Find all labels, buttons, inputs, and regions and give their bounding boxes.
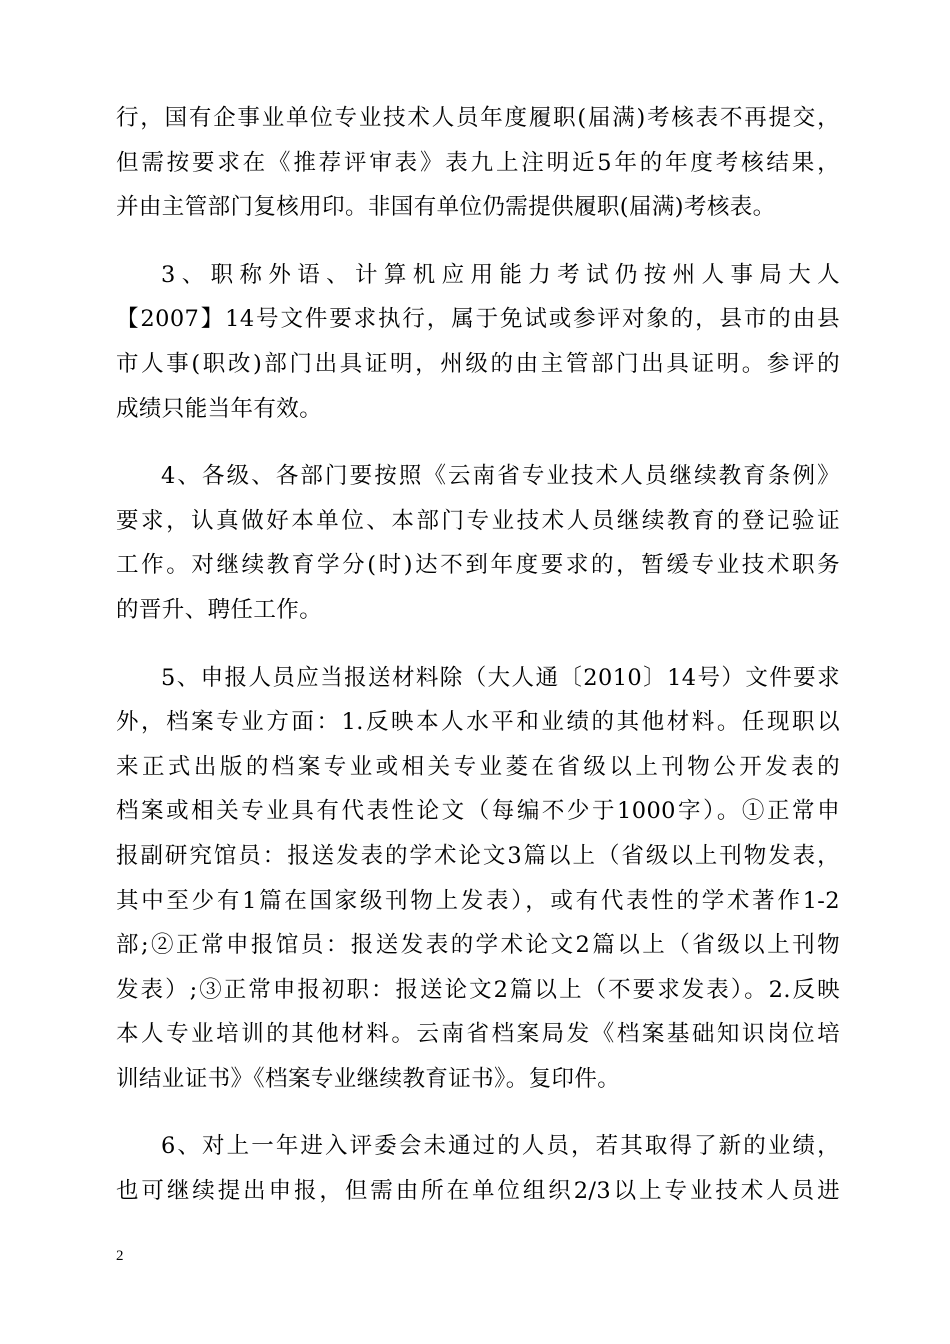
text-line: 工作。对继续教育学分(时)达不到年度要求的，暂缓专业技术职务: [116, 552, 840, 579]
text-line: 外，档案专业方面：1.反映本人水平和业绩的其他材料。任现职以: [116, 709, 840, 736]
paragraph-1: [116, 96, 840, 230]
text-line: 行，国有企事业单位专业技术人员年度履职(届满)考核表不再提交，: [116, 105, 840, 131]
text-line: 5、申报人员应当报送材料除（大人通〔2010〕14号）文件要求: [161, 664, 840, 691]
text-line: 训结业证书》《档案专业继续教育证书》。复印件。: [116, 1065, 621, 1092]
text-line: 部;②正常申报馆员：报送发表的学术论文2篇以上（省级以上刊物: [116, 932, 840, 959]
text-line: 3、职称外语、计算机应用能力考试仍按州人事局大人: [161, 261, 840, 288]
text-line: 【2007】14号文件要求执行，属于免试或参评对象的，县市的由县: [116, 306, 840, 333]
text-line: 市人事(职改)部门出具证明，州级的由主管部门出具证明。参评的: [116, 350, 840, 377]
text-line: 发表）;③正常申报初职：报送论文2篇以上（不要求发表）。2.反映: [116, 976, 840, 1003]
paragraph-4: [116, 656, 840, 1102]
text-line: 但需按要求在《推荐评审表》表九上注明近5年的年度考核结果，: [116, 149, 840, 176]
text-line: 报副研究馆员：报送发表的学术论文3篇以上（省级以上刊物发表，: [116, 842, 840, 869]
paragraph-5: [116, 1124, 840, 1213]
text-line: 并由主管部门复核用印。非国有单位仍需提供履职(届满)考核表。: [116, 194, 776, 221]
text-line: 要求，认真做好本单位、本部门专业技术人员继续教育的登记验证: [116, 507, 840, 534]
page-number: 2: [116, 1248, 124, 1264]
paragraph-2: [116, 253, 840, 431]
document-body: [116, 96, 840, 1237]
text-line: 6、对上一年进入评委会未通过的人员，若其取得了新的业绩，: [161, 1133, 840, 1160]
paragraph-3: [116, 454, 840, 632]
text-line: 其中至少有1篇在国家级刊物上发表），或有代表性的学术著作1-2: [116, 887, 840, 914]
text-line: 来正式出版的档案专业或相关专业菱在省级以上刊物公开发表的: [116, 753, 840, 780]
text-line: 档案或相关专业具有代表性论文（每编不少于1000字）。①正常申: [116, 798, 840, 825]
text-line: 的晋升、聘任工作。: [116, 596, 323, 623]
text-line: 本人专业培训的其他材料。云南省档案局发《档案基础知识岗位培: [116, 1021, 840, 1048]
text-line: 成绩只能当年有效。: [116, 395, 323, 422]
text-line: 4、各级、各部门要按照《云南省专业技术人员继续教育条例》: [161, 463, 840, 490]
text-line: 也可继续提出申报，但需由所在单位组织2/3以上专业技术人员进: [116, 1178, 840, 1205]
